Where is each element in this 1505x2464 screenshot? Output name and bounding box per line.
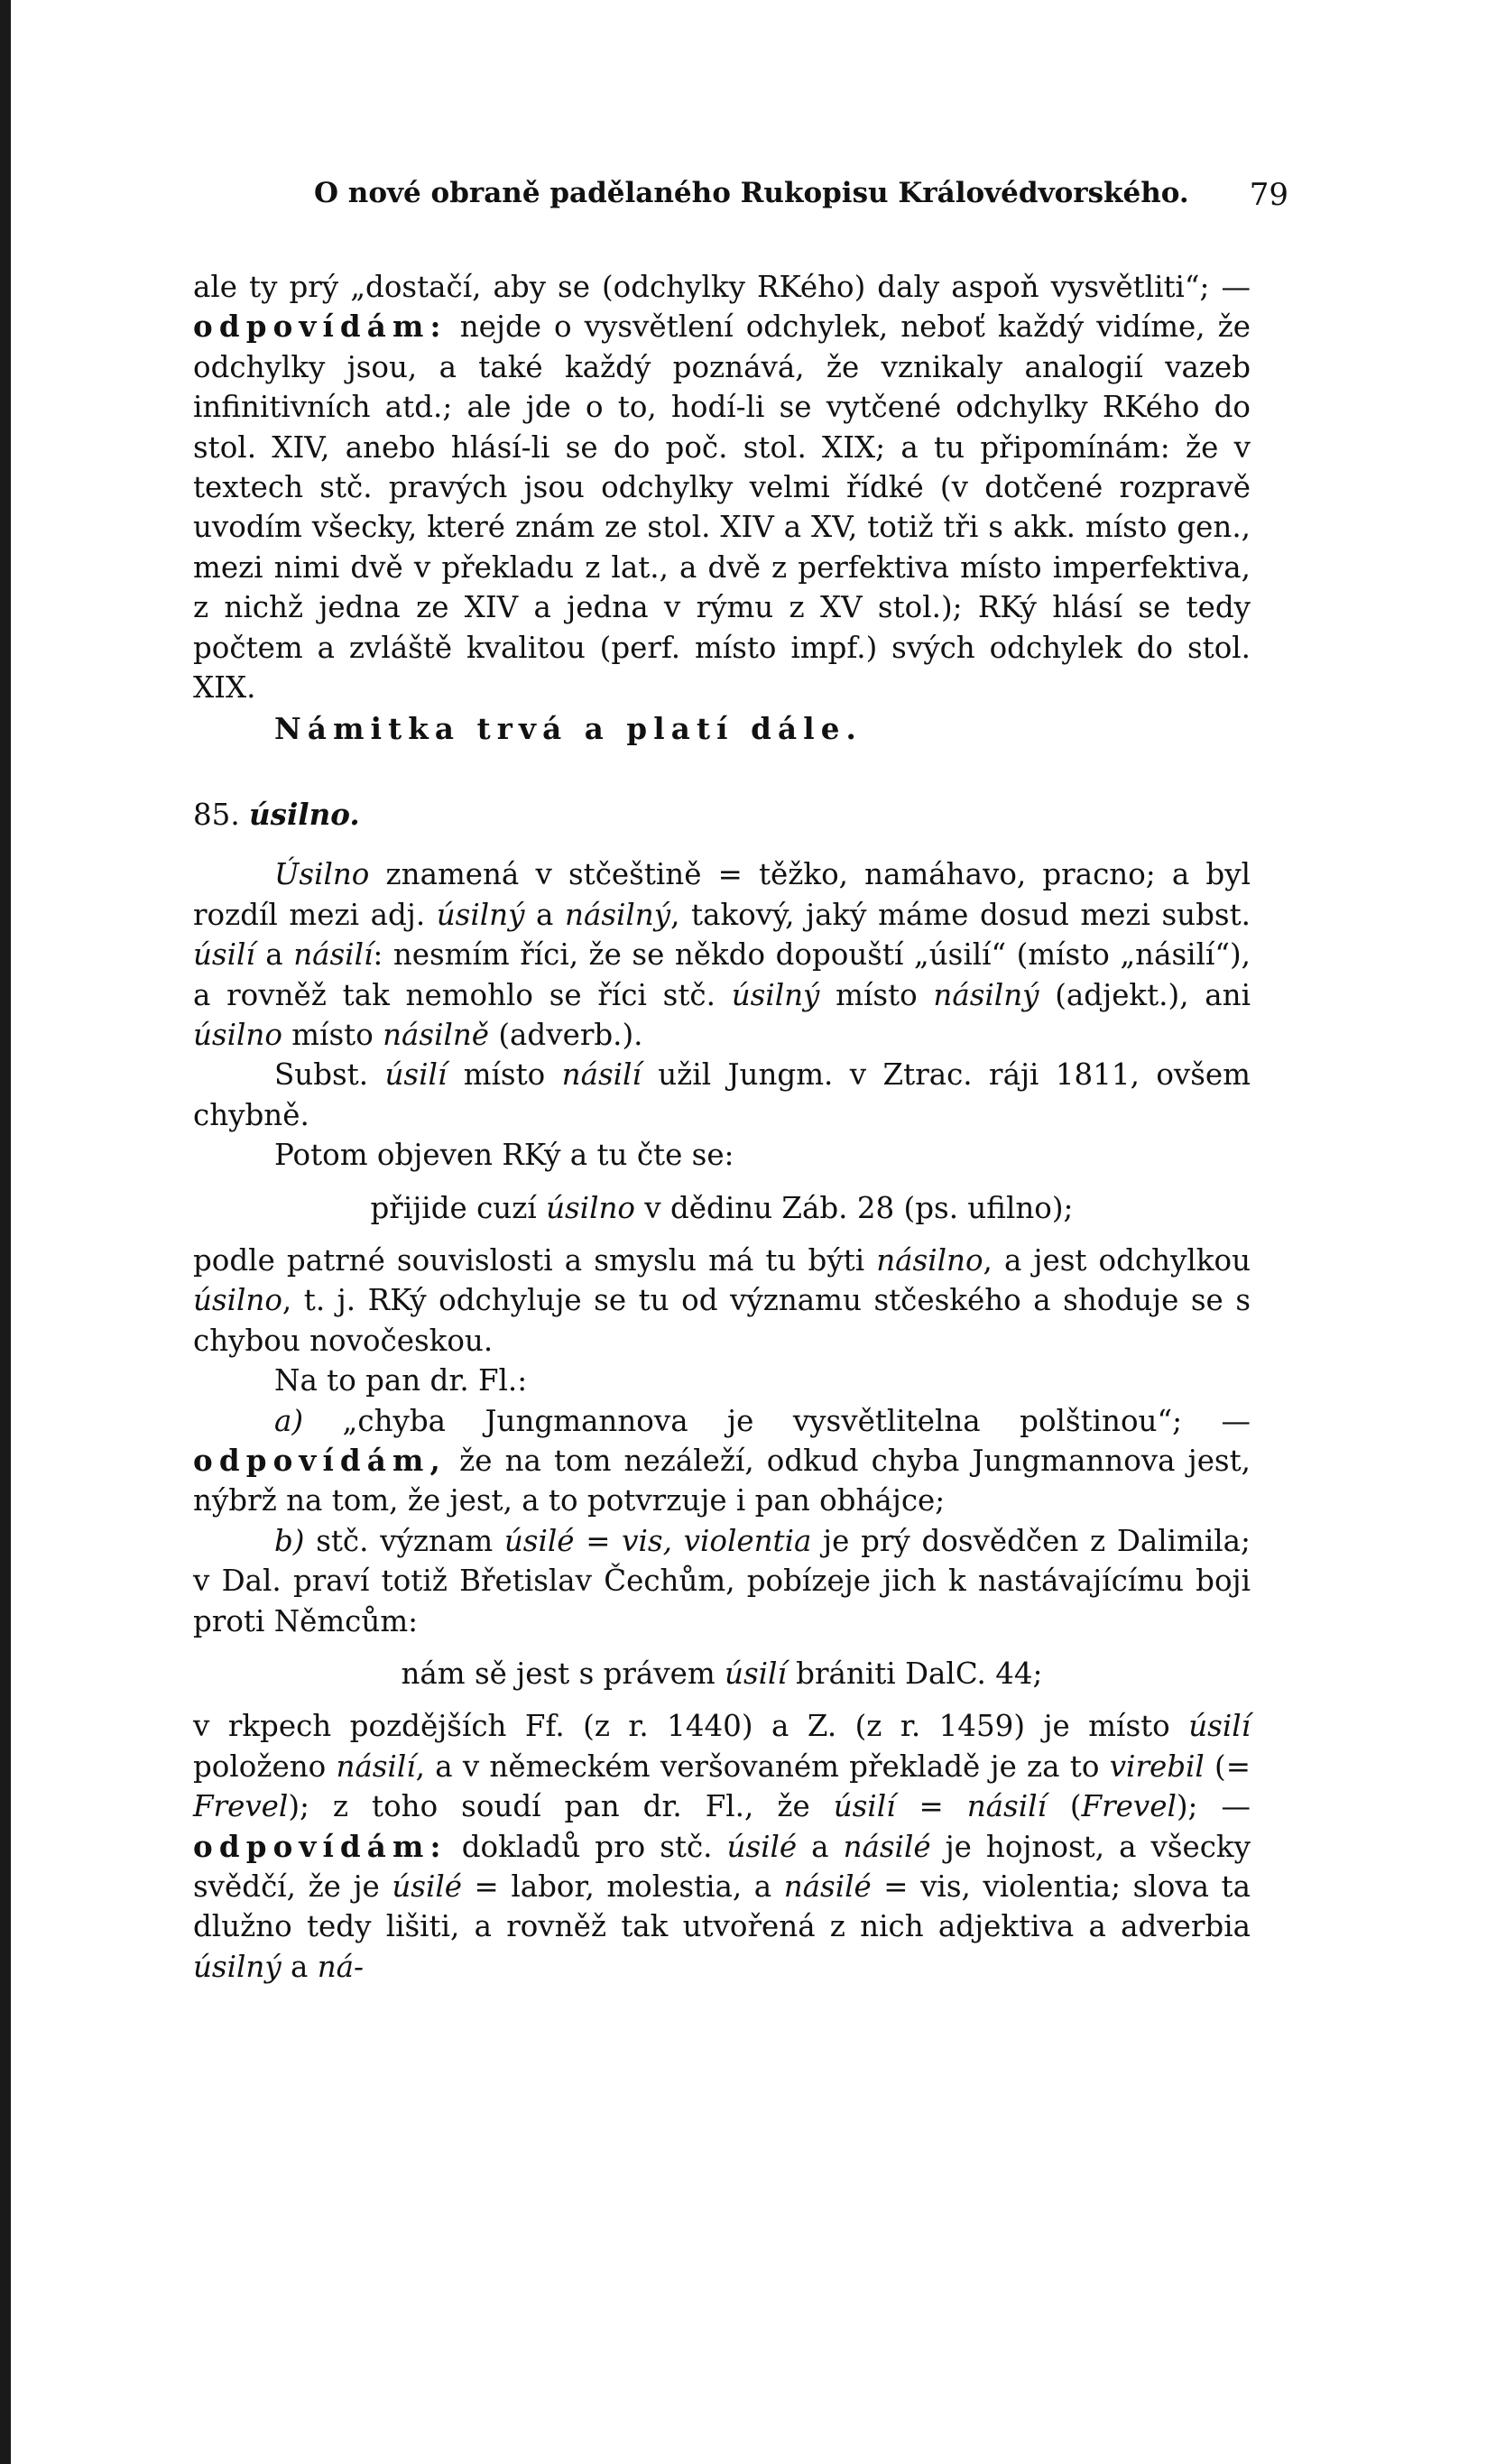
text-run: stč. význam xyxy=(304,1523,504,1558)
text-run: místo xyxy=(282,1017,383,1052)
italic-term: úsilé xyxy=(726,1829,798,1864)
text-run: , takový, jaký máme dosud mezi subst. xyxy=(670,897,1251,932)
italic-term: úsilný xyxy=(436,897,525,932)
text-run: místo xyxy=(819,977,934,1012)
text-run: = vis, violentia; slova ta dlužno tedy lišiti, a rovněž tak utvořená z nich adjektiva a adverbia xyxy=(193,1869,1251,1944)
italic-term: násilé xyxy=(783,1869,872,1905)
text-run: ale ty prý „dostačí, aby se (odchylky RKého) daly aspoň vysvětliti“; — xyxy=(193,270,1251,304)
text-run: a xyxy=(281,1949,318,1984)
italic-term: úsilno xyxy=(193,1283,282,1318)
emphasis-spaced: odpovídám: xyxy=(193,309,448,345)
italic-term: úsilé xyxy=(392,1869,462,1905)
paragraph-2 xyxy=(193,854,1251,1055)
italic-term: násilí xyxy=(336,1749,416,1784)
text-run: odpovídám, xyxy=(193,1442,448,1478)
italic-term: násilí xyxy=(293,937,374,973)
text-run: nejde o vysvětlení odchylek, neboť každý vidíme, že odchylky jsou, a také každý poznává, že vznikaly analogií vazeb infinitivních atd.; ale jde o to, hodí-li se vytčené odchylky RKého do stol. XIV, anebo hlásí-li se do poč. stol. XIX; a tu připomínám: že v textech stč. pravých jsou odchylky velmi řídké (v dotčené rozpravě uvodím všecky, které znám ze stol. XIV a XV, totiž tři s akk. místo gen., mezi nimi dvě v překladu z lat., a dvě z perfektiva místo imperfektiva, z nichž jedna ze XIV a jedna v rýmu z XV stol.); RKý hlásí se tedy počtem a zvláště kvalitou (perf. místo impf.) svých odchylek do stol. XIX. xyxy=(193,309,1251,706)
italic-term: násilé xyxy=(843,1829,931,1864)
text-run: (= xyxy=(1204,1749,1251,1784)
text-run: je prý dosvědčen z Dalimila; v Dal. praví totiž Břetislav Čechům, pobízeje jich k nastávajícímu boji proti Němcům: xyxy=(193,1523,1251,1638)
paragraph-7 xyxy=(193,1401,1251,1521)
text-run: : nesmím říci, že se někdo dopouští „úsilí“ (místo „násilí“), a rovněž tak nemohlo se říci stč. xyxy=(193,937,1251,1012)
scan-edge xyxy=(0,0,11,2464)
text-run: = xyxy=(895,1789,967,1824)
paragraph-4: Potom objeven RKý a tu čte se: xyxy=(274,1138,734,1173)
text-run: přijide cuzí xyxy=(370,1190,547,1225)
text-run: , t. j. RKý odchyluje se tu od významu stčeského a shoduje se s chybou novočeskou. xyxy=(193,1283,1251,1358)
text-run: že na tom nezáleží, odkud chyba Jungmannova jest, nýbrž na tom, že jest, a to potvrzuje i pan obhájce; xyxy=(193,1443,1251,1518)
text-run: v dědinu Záb. 28 (ps. ufilno); xyxy=(634,1190,1074,1225)
text-run: a xyxy=(797,1829,844,1864)
italic-term: ná- xyxy=(317,1949,365,1984)
italic-term: úsilno. xyxy=(249,796,360,832)
text-run: dokladů pro stč. xyxy=(447,1829,727,1864)
italic-term: násilný xyxy=(933,977,1039,1012)
italic-term: násilný xyxy=(565,897,671,932)
text-run: a xyxy=(524,897,566,932)
text-run: místo xyxy=(447,1057,562,1093)
section-heading xyxy=(193,795,1251,835)
paragraph-5 xyxy=(193,1241,1251,1361)
italic-term: úsilný xyxy=(193,1949,282,1984)
italic-term: násilno xyxy=(876,1242,983,1278)
italic-term: úsilný xyxy=(731,977,820,1012)
text-run: nám sě jest s právem xyxy=(401,1657,725,1691)
text-run: v rkpech pozdějších Ff. (z r. 1440) a Z. (z r. 1459) je místo xyxy=(193,1709,1189,1744)
italic-term: vis, violentia xyxy=(622,1523,812,1558)
paragraph-1 xyxy=(193,267,1251,707)
text-run: (adverb.). xyxy=(489,1017,643,1052)
italic-term: úsilno xyxy=(193,1017,282,1052)
italic-term: a) xyxy=(274,1403,304,1438)
claim-line xyxy=(193,709,1251,749)
quotation-2 xyxy=(193,1654,1251,1693)
text-run: 85. xyxy=(193,797,240,832)
italic-term: úsilé xyxy=(503,1523,575,1558)
text-run: odpovídám: xyxy=(193,1828,448,1864)
page-number: 79 xyxy=(1249,177,1288,213)
text-run: Námitka trvá a platí dále. xyxy=(274,711,863,747)
text-run: , a jest odchylkou xyxy=(983,1242,1251,1278)
paragraph-6: Na to pan dr. Fl.: xyxy=(274,1363,528,1398)
running-title: O nové obraně padělaného Rukopisu Královédvorského. xyxy=(314,177,1189,209)
text-run: = xyxy=(574,1523,623,1558)
text-run: Subst. xyxy=(274,1057,385,1093)
text-run: ); z toho soudí pan dr. Fl., že xyxy=(288,1789,834,1824)
page-body xyxy=(193,267,1251,1987)
italic-term: úsilí xyxy=(833,1789,896,1824)
italic-term: úsilí xyxy=(1188,1709,1251,1744)
paragraph-8 xyxy=(193,1521,1251,1641)
italic-term: násilně xyxy=(383,1017,490,1052)
italic-term: Frevel xyxy=(193,1789,289,1824)
italic-term: b) xyxy=(274,1523,305,1558)
text-run: „chyba Jungmannova je vysvětlitelna polštinou“; — xyxy=(303,1403,1251,1438)
italic-term: Úsilno xyxy=(274,857,370,892)
paragraph-3 xyxy=(193,1055,1251,1135)
italic-term: násilí xyxy=(966,1789,1047,1824)
text-run: ); — xyxy=(1176,1789,1251,1824)
italic-term: virebil xyxy=(1109,1749,1205,1784)
paragraph-9 xyxy=(193,1706,1251,1987)
text-run: znamená v stčeštině = těžko, namáhavo, pracno; a byl rozdíl mezi adj. xyxy=(193,857,1251,932)
running-header xyxy=(314,177,1288,222)
quotation-1 xyxy=(193,1188,1251,1228)
text-run: , a v německém veršovaném překladě je za to xyxy=(415,1749,1110,1784)
italic-term: úsilí xyxy=(193,937,255,973)
text-run: ( xyxy=(1046,1789,1082,1824)
text-run: užil Jungm. v Ztrac. ráji 1811, ovšem chybně. xyxy=(193,1057,1251,1132)
italic-term: násilí xyxy=(561,1057,642,1093)
italic-term: úsilno xyxy=(546,1190,635,1225)
italic-term: úsilí xyxy=(384,1057,448,1093)
text-run: a xyxy=(254,937,294,973)
text-run: položeno xyxy=(193,1749,337,1784)
text-run: brániti DalC. 44; xyxy=(786,1657,1043,1691)
italic-term: úsilí xyxy=(725,1657,787,1691)
text-run: (adjekt.), ani xyxy=(1039,977,1251,1012)
italic-term: Frevel xyxy=(1081,1789,1177,1824)
text-run: = labor, molestia, a xyxy=(462,1869,784,1905)
text-run: je hojnost, a všecky svědčí, že je xyxy=(193,1829,1251,1905)
text-run: podle patrné souvislosti a smyslu má tu býti xyxy=(193,1242,877,1278)
